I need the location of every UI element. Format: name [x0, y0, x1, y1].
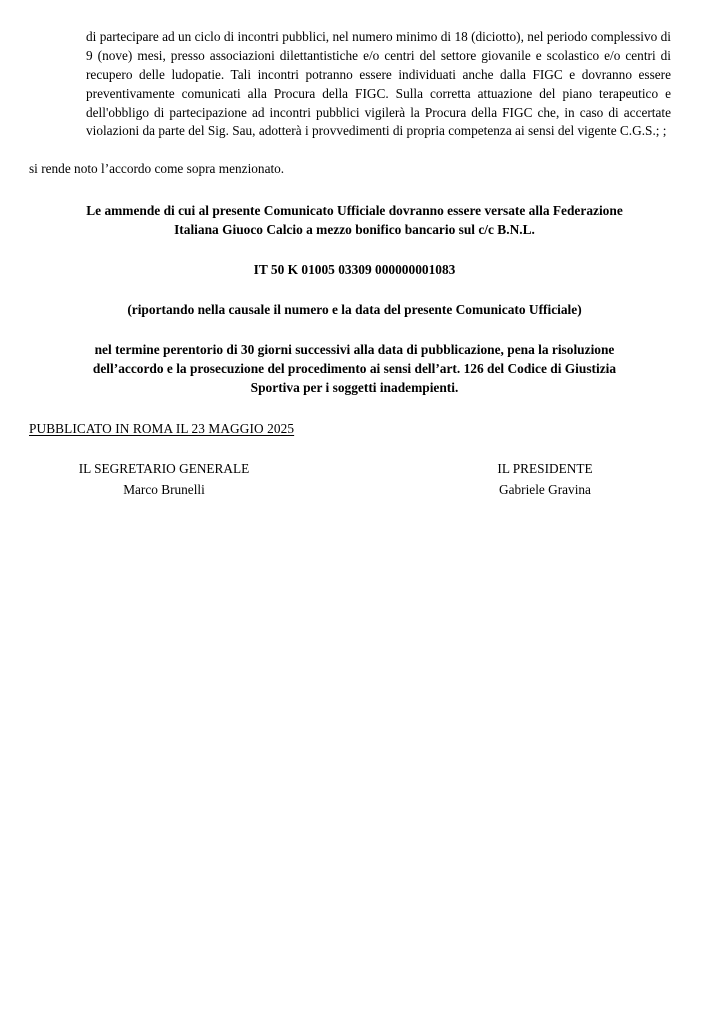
document-page: [0, 28, 709, 1026]
termine-line-3: Sportiva per i soggetti inadempienti.: [250, 380, 459, 396]
termine-block: [24, 340, 685, 397]
iban-value: IT 50 K 01005 03309 000000001083: [253, 262, 456, 278]
termine-line-2: dell’accordo e la prosecuzione del procedimento ai sensi dell’art. 126 del Codice di Giustizia: [92, 361, 617, 377]
signature-area: [0, 459, 709, 511]
termine-line-1: nel termine perentorio di 30 giorni successivi alla data di pubblicazione, pena la risoluzione: [94, 342, 615, 358]
ammende-line-1: Le ammende di cui al presente Comunicato Ufficiale dovranno essere versate alla Federazione: [86, 203, 623, 219]
ammende-block: [30, 201, 679, 239]
causale-note: (riportando nella causale il numero e la data del presente Comunicato Ufficiale): [127, 302, 582, 318]
publication-line: PUBBLICATO IN ROMA IL 23 MAGGIO 2025: [29, 421, 295, 437]
paragraph-conditions: di partecipare ad un ciclo di incontri pubblici, nel numero minimo di 18 (diciotto), nel periodo complessivo di 9 (nove) mesi, presso associazioni dilettantistiche e/o centri del settore giovanile e scolastico e/o centri di recupero delle ludopatie. Tali incontri potranno essere individuati anche dalla FIGC e dovranno essere preventivamente comunicati alla Procura della FIGC. Sulla corretta attuazione del piano terapeutico e dell'obbligo di partecipazione ad incontri pubblici vigilerà la Procura della FIGC che, in caso di accertate violazioni da parte del Sig. Sau, adotterà i provvedimenti di propria competenza ai sensi del vigente C.G.S.; ;: [86, 29, 671, 139]
ammende-line-2: Italiana Giuoco Calcio a mezzo bonifico bancario sul c/c B.N.L.: [174, 222, 535, 238]
signature-president-name: Gabriele Gravina: [499, 481, 591, 497]
signature-president: [455, 459, 635, 500]
signature-secretary-role: IL SEGRETARIO GENERALE: [78, 461, 250, 477]
signature-secretary-name: Marco Brunelli: [123, 481, 205, 497]
signature-president-role: IL PRESIDENTE: [497, 461, 593, 477]
note-line: si rende noto l’accordo come sopra menzionato.: [29, 161, 285, 177]
signature-secretary: [58, 459, 270, 500]
